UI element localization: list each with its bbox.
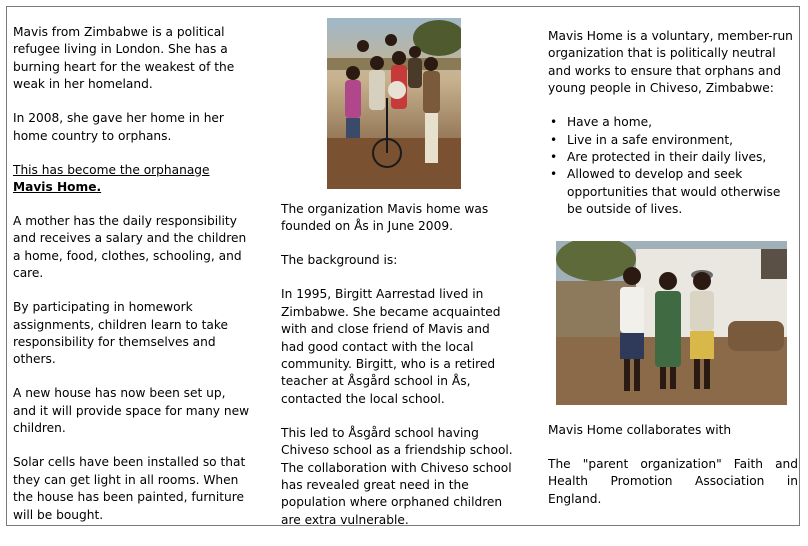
right-column	[548, 28, 798, 219]
left-paragraph-orphanage	[13, 162, 251, 197]
collaboration-text: The "parent organization" Faith and Health Promotion Association in England.	[548, 457, 798, 506]
goal-item: • Are protected in their daily lives,	[548, 149, 798, 166]
left-paragraph-7: Solar cells have been installed so that they can get light in all rooms. When the house has been painted, furniture will be bought.	[13, 455, 246, 522]
goal-item: • Allowed to develop and seek opportunities that would otherwise be outside of lives.	[548, 166, 798, 218]
orphanage-name: Mavis Home.	[13, 180, 102, 195]
left-paragraph-1: Mavis from Zimbabwe is a political refugee living in London. She has a burning heart for the weakest of the weak in her homeland.	[13, 25, 235, 92]
right-intro: Mavis Home is a voluntary, member-run organization that is politically neutral and works to ensure that orphans and young people in Chiveso, Zimbabwe:	[548, 29, 793, 96]
left-paragraph-4: A mother has the daily responsibility and receives a salary and the children a home, food, clothes, schooling, and care.	[13, 214, 247, 281]
orphanage-text: This has become the orphanage	[13, 162, 210, 177]
middle-paragraph-4: This led to Åsgård school having Chiveso school as a friendship school. The collaboration with Chiveso school has revealed great need in the population where orphaned children are extra vulnerable.	[281, 425, 513, 527]
left-paragraph-5: By participating in homework assignments, children learn to take responsibility for themselves and others.	[13, 300, 228, 367]
middle-paragraph-2: The background is:	[281, 253, 398, 268]
middle-column	[281, 201, 513, 546]
three-children-photo	[556, 241, 787, 405]
collaboration-heading: Mavis Home collaborates with	[548, 423, 732, 437]
middle-paragraph-1: The organization Mavis home was founded on Ås in June 2009.	[281, 202, 489, 234]
children-group-photo	[327, 18, 461, 189]
left-paragraph-6: A new house has now been set up, and it will provide space for many new children.	[13, 386, 250, 436]
goal-item: • Have a home,	[548, 114, 798, 131]
goals-list	[548, 114, 798, 218]
left-paragraph-2: In 2008, she gave her home in her home country to orphans.	[13, 111, 224, 143]
middle-paragraph-3: In 1995, Birgitt Aarrestad lived in Zimbabwe. She became acquainted with and close friend of Mavis and had good contact with the local community. Birgitt, who is a retired teacher at Åsgård school in Ås, contacted the local school.	[281, 287, 501, 406]
goal-item: • Live in a safe environment,	[548, 132, 798, 149]
collaboration-section	[548, 422, 798, 525]
left-column	[13, 24, 251, 541]
